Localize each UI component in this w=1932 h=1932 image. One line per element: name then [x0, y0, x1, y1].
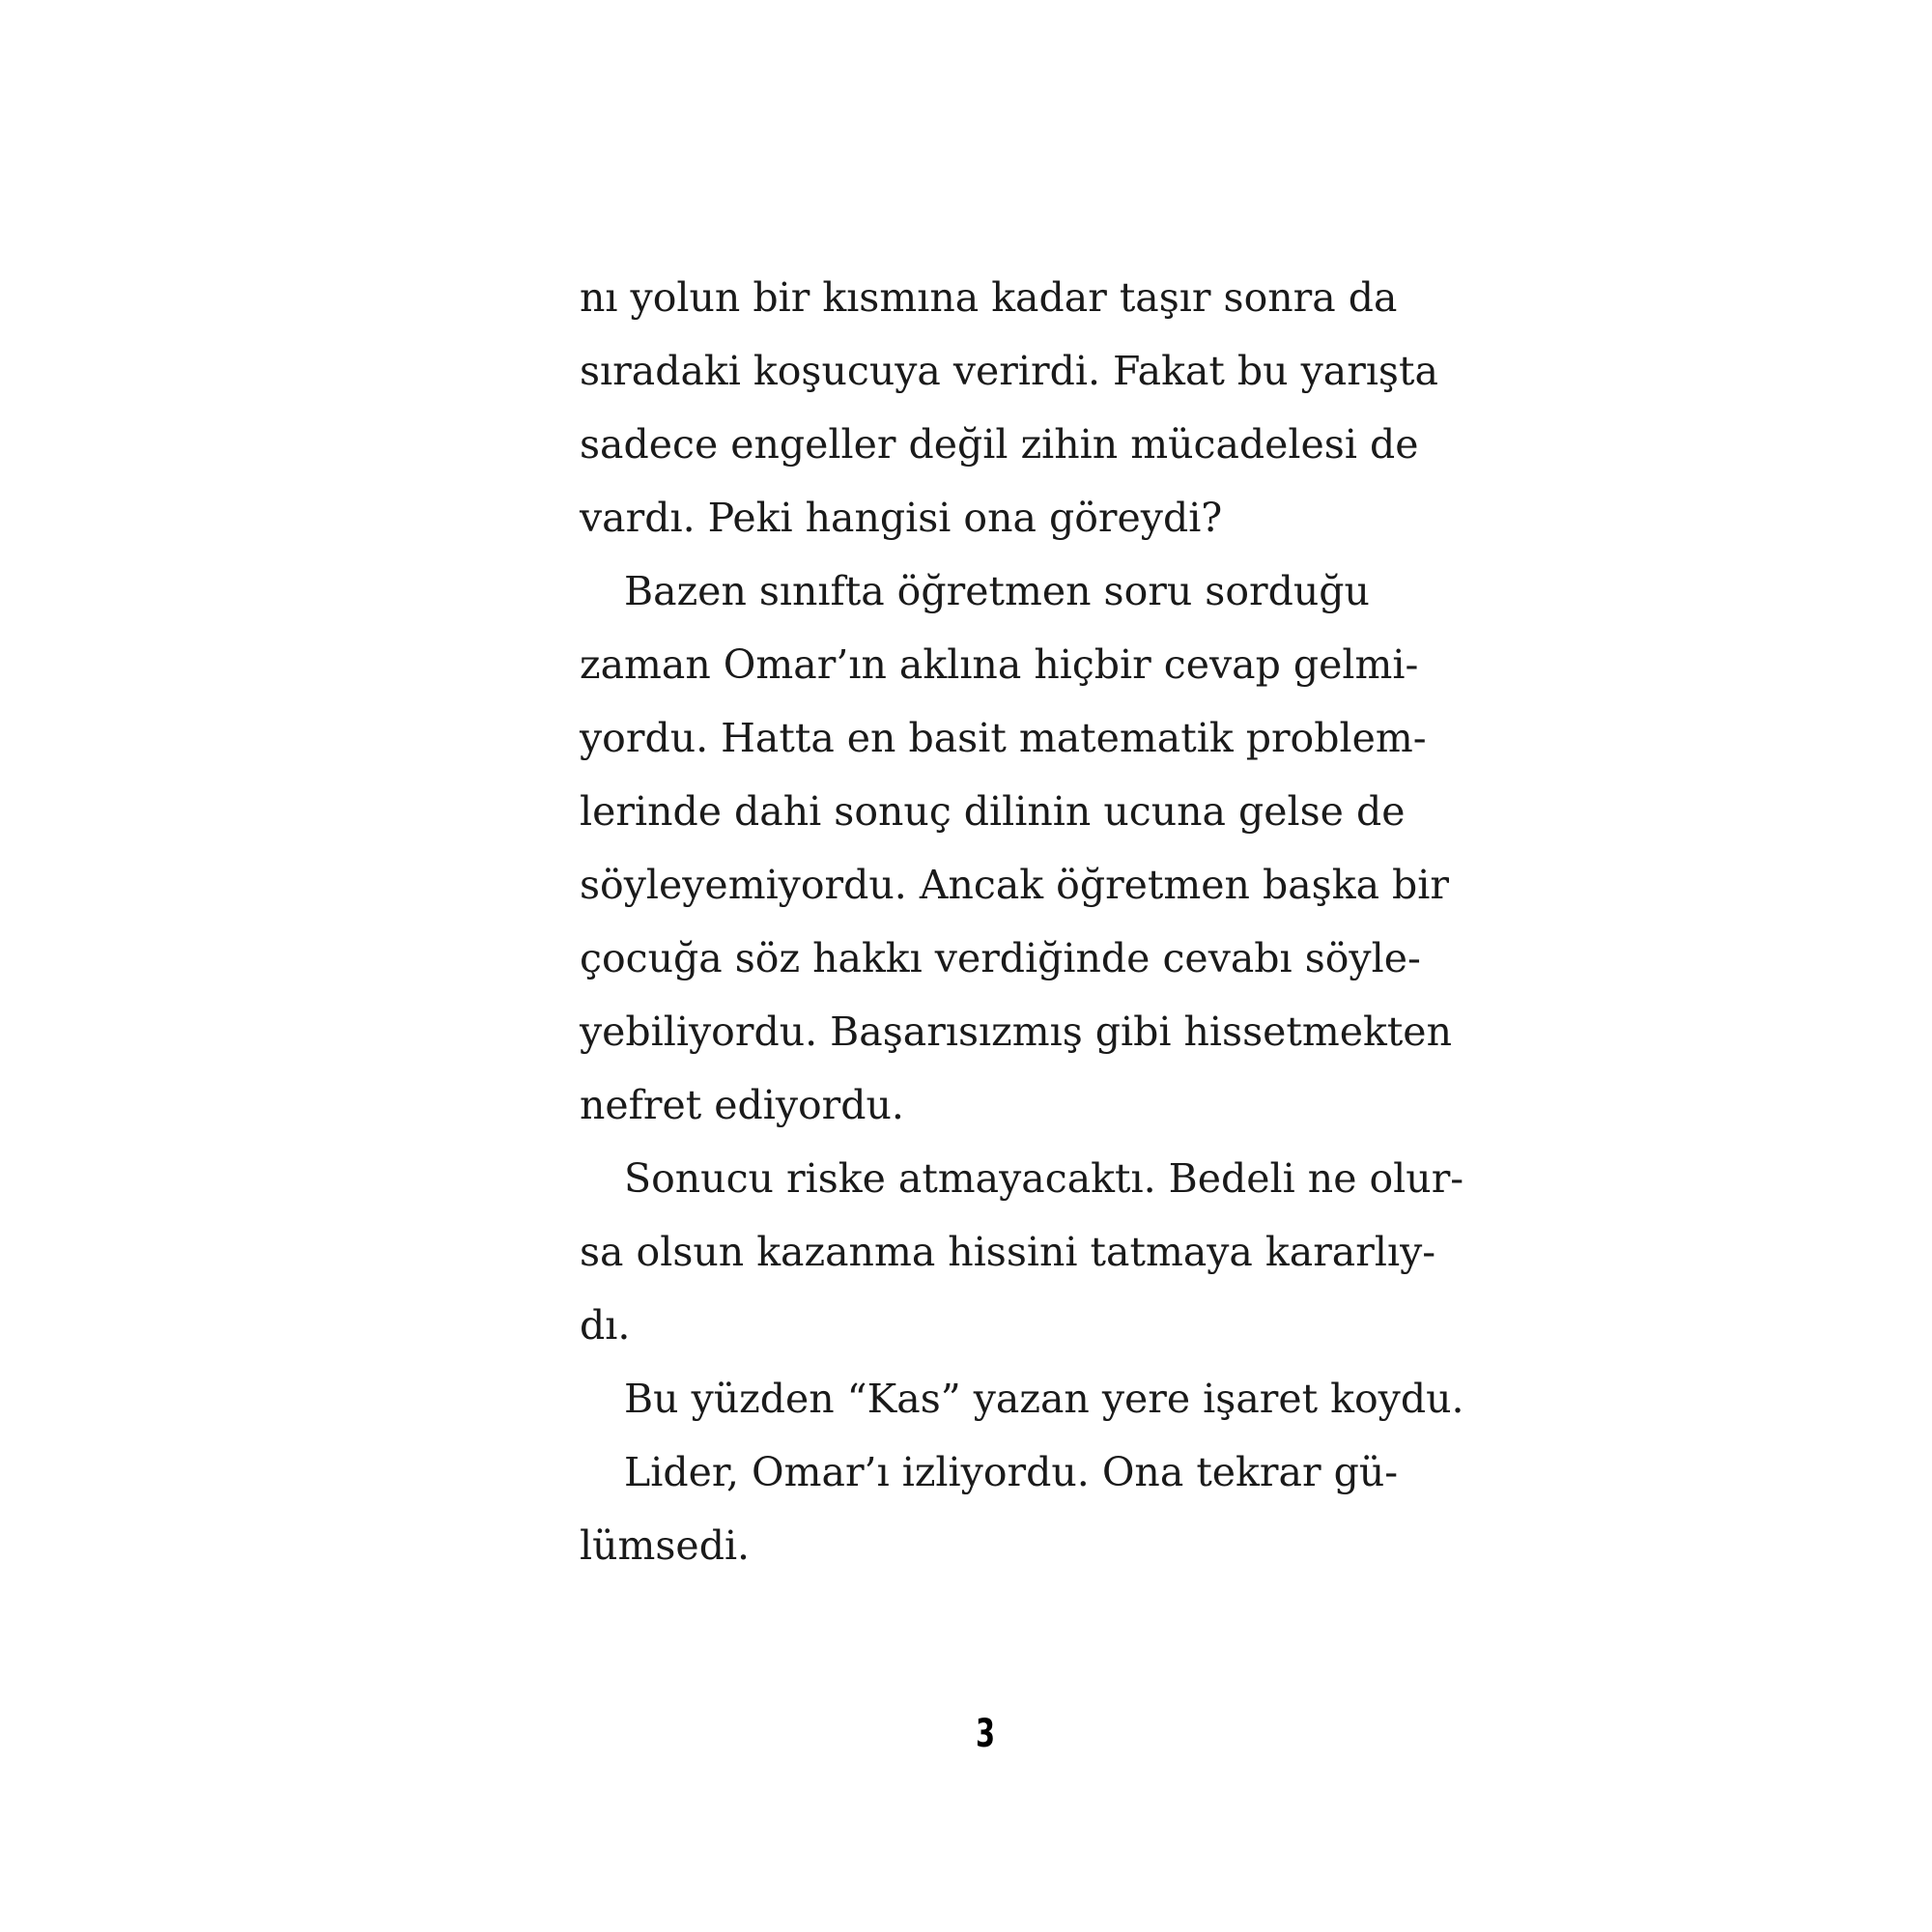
text-line: Lider, Omar’ı izliyordu. Ona tekrar gü-: [624, 1449, 1399, 1495]
text-line: Sonucu riske atmayacaktı. Bedeli ne olur-: [624, 1155, 1464, 1202]
text-line: nefret ediyordu.: [580, 1082, 904, 1128]
text-line: Bazen sınıfta öğretmen soru sorduğu: [624, 568, 1370, 614]
body-text: [580, 261, 1464, 1582]
text-line: zaman Omar’ın aklına hiçbir cevap gelmi-: [580, 641, 1419, 688]
page-number: 3: [975, 1712, 996, 1756]
text-line: söyleyemiyordu. Ancak öğretmen başka bir: [580, 862, 1449, 908]
text-line: vardı. Peki hangisi ona göreydi?: [580, 495, 1223, 541]
text-line: lerinde dahi sonuç dilinin ucuna gelse de: [580, 788, 1406, 835]
text-line: yebiliyordu. Başarısızmış gibi hissetmekten: [580, 1009, 1452, 1055]
text-line: sıradaki koşucuya verirdi. Fakat bu yarışta: [580, 348, 1438, 394]
text-line: yordu. Hatta en basit matematik problem-: [580, 715, 1427, 761]
text-line: lümsedi.: [580, 1522, 751, 1569]
text-line: sadece engeller değil zihin mücadelesi de: [580, 421, 1419, 468]
text-line: dı.: [580, 1302, 631, 1349]
text-line: sa olsun kazanma hissini tatmaya kararlıy-: [580, 1229, 1436, 1275]
text-line: çocuğa söz hakkı verdiğinde cevabı söyle-: [580, 935, 1421, 981]
text-line: Bu yüzden “Kas” yazan yere işaret koydu.: [624, 1376, 1464, 1422]
text-line: nı yolun bir kısmına kadar taşır sonra da: [580, 274, 1398, 321]
